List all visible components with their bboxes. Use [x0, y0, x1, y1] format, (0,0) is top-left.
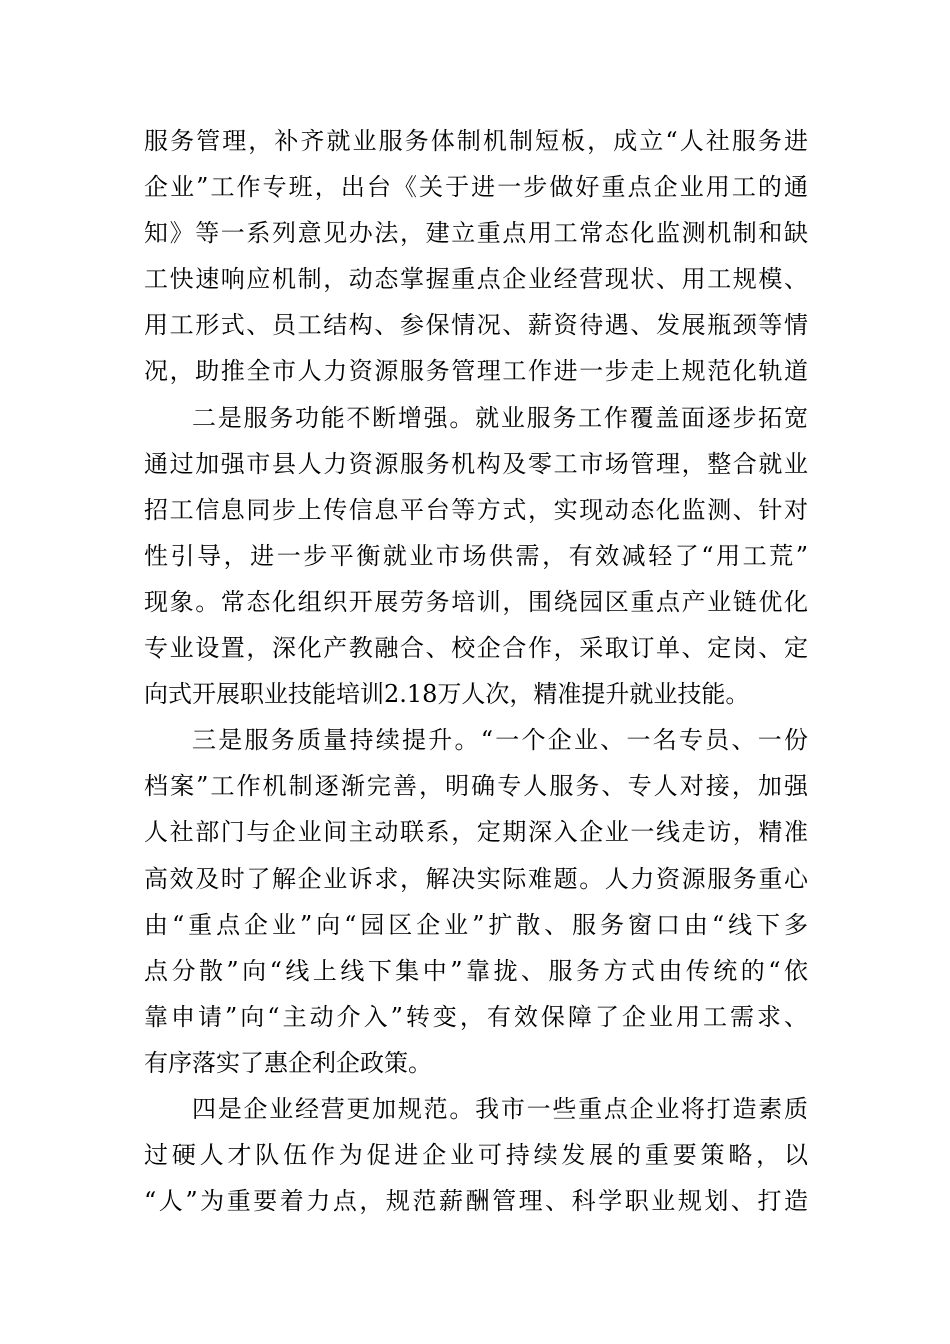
text-line: “人”为重要着力点，规范薪酬管理、科学职业规划、打造 [144, 1187, 808, 1216]
text-line: 有序落实了惠企利企政策。 [144, 1048, 432, 1077]
text-line: 过硬人才队伍作为促进企业可持续发展的重要策略，以 [144, 1141, 808, 1170]
text-line: 专业设置，深化产教融合、校企合作，采取订单、定岗、定 [144, 634, 808, 663]
paragraph-para-three [144, 717, 808, 1086]
text-line: 企业”工作专班，出台《关于进一步做好重点企业用工的通 [144, 173, 808, 202]
text-line: 人社部门与企业间主动联系，定期深入企业一线走访，精准 [144, 818, 808, 847]
text-line: 招工信息同步上传信息平台等方式，实现动态化监测、针对 [144, 495, 808, 524]
text-line: 通过加强市县人力资源服务机构及零工市场管理，整合就业 [144, 449, 808, 478]
text-line: 三是服务质量持续提升。“一个企业、一名专员、一份 [192, 726, 808, 755]
text-line: 用工形式、员工结构、参保情况、薪资待遇、发展瓶颈等情 [144, 311, 808, 340]
paragraph-para-four [144, 1086, 808, 1224]
body-text [144, 118, 808, 1224]
text-line: 向式开展职业技能培训2.18万人次，精准提升就业技能。 [144, 680, 750, 709]
text-line: 工快速响应机制，动态掌握重点企业经营现状、用工规模、 [144, 265, 808, 294]
text-line: 靠申请”向“主动介入”转变，有效保障了企业用工需求、 [144, 1002, 808, 1031]
text-line: 由“重点企业”向“园区企业”扩散、服务窗口由“线下多 [144, 910, 808, 939]
text-line: 服务管理，补齐就业服务体制机制短板，成立“人社服务进 [144, 127, 808, 155]
text-line: 性引导，进一步平衡就业市场供需，有效减轻了“用工荒” [144, 541, 808, 570]
text-line: 点分散”向“线上线下集中”靠拢、服务方式由传统的“依 [144, 956, 808, 985]
text-line: 况，助推全市人力资源服务管理工作进一步走上规范化轨道 [144, 357, 808, 386]
text-line: 高效及时了解企业诉求，解决实际难题。人力资源服务重心 [144, 864, 808, 893]
text-line: 现象。常态化组织开展劳务培训，围绕园区重点产业链优化 [144, 587, 808, 616]
text-line: 档案”工作机制逐渐完善，明确专人服务、专人对接，加强 [144, 772, 808, 801]
text-line: 四是企业经营更加规范。我市一些重点企业将打造素质 [192, 1094, 808, 1123]
paragraph-para-two [144, 395, 808, 718]
text-line: 二是服务功能不断增强。就业服务工作覆盖面逐步拓宽 [192, 403, 808, 432]
text-line: 知》等一系列意见办法，建立重点用工常态化监测机制和缺 [144, 219, 808, 248]
paragraph-para-continuation [144, 118, 808, 395]
